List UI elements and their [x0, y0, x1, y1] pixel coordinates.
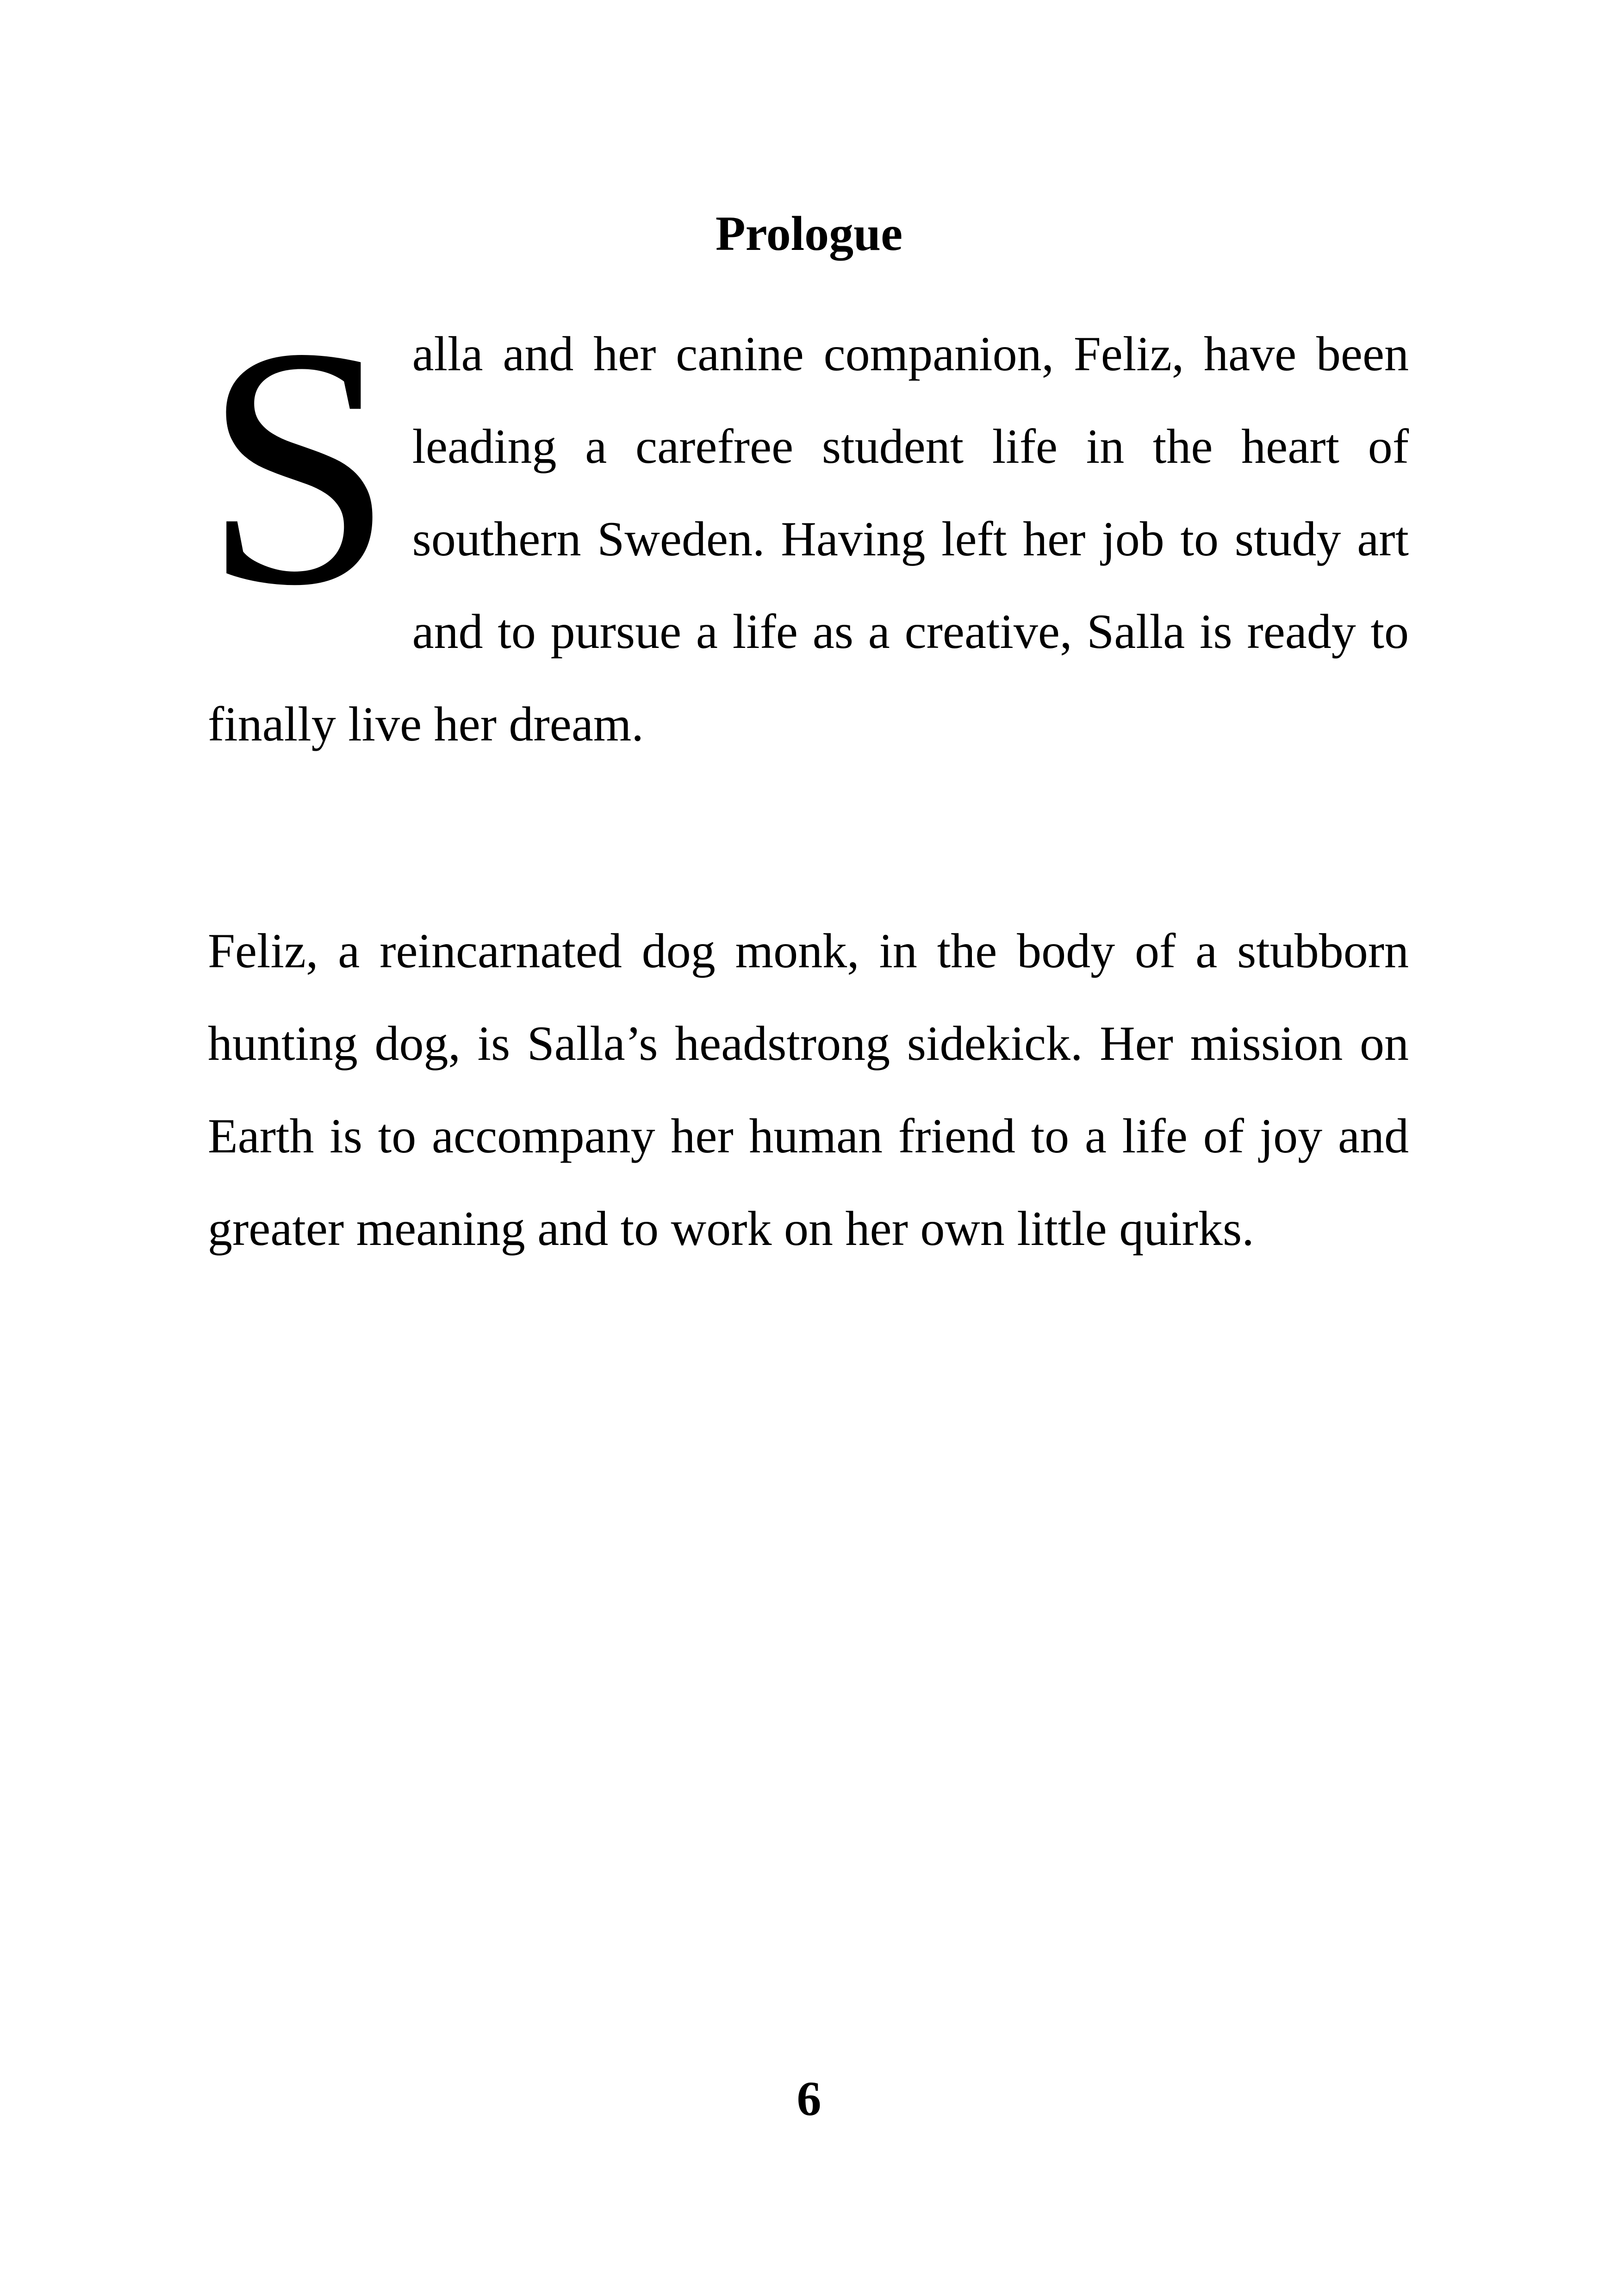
page-number: 6 — [797, 2072, 821, 2126]
page-title: Prologue — [715, 206, 903, 261]
drop-cap: S — [203, 277, 394, 656]
paragraph-1-text: alla and her canine companion, Feliz, have been leading a carefree student life in the heart of southern Sweden. Having left her job to study art and to pursue a life as a creative, Salla is ready to finally live her dream. — [208, 327, 1409, 751]
paragraph-2-text: Feliz, a reincarnated dog monk, in the body of a stubborn hunting dog, is Salla’s headstrong sidekick. Her mission on Earth is to accompany her human friend to a life of joy and greater meaning and to work on her own little quirks. — [208, 924, 1409, 1256]
paragraph-1 — [203, 277, 1409, 771]
paragraph-2 — [208, 905, 1409, 1275]
